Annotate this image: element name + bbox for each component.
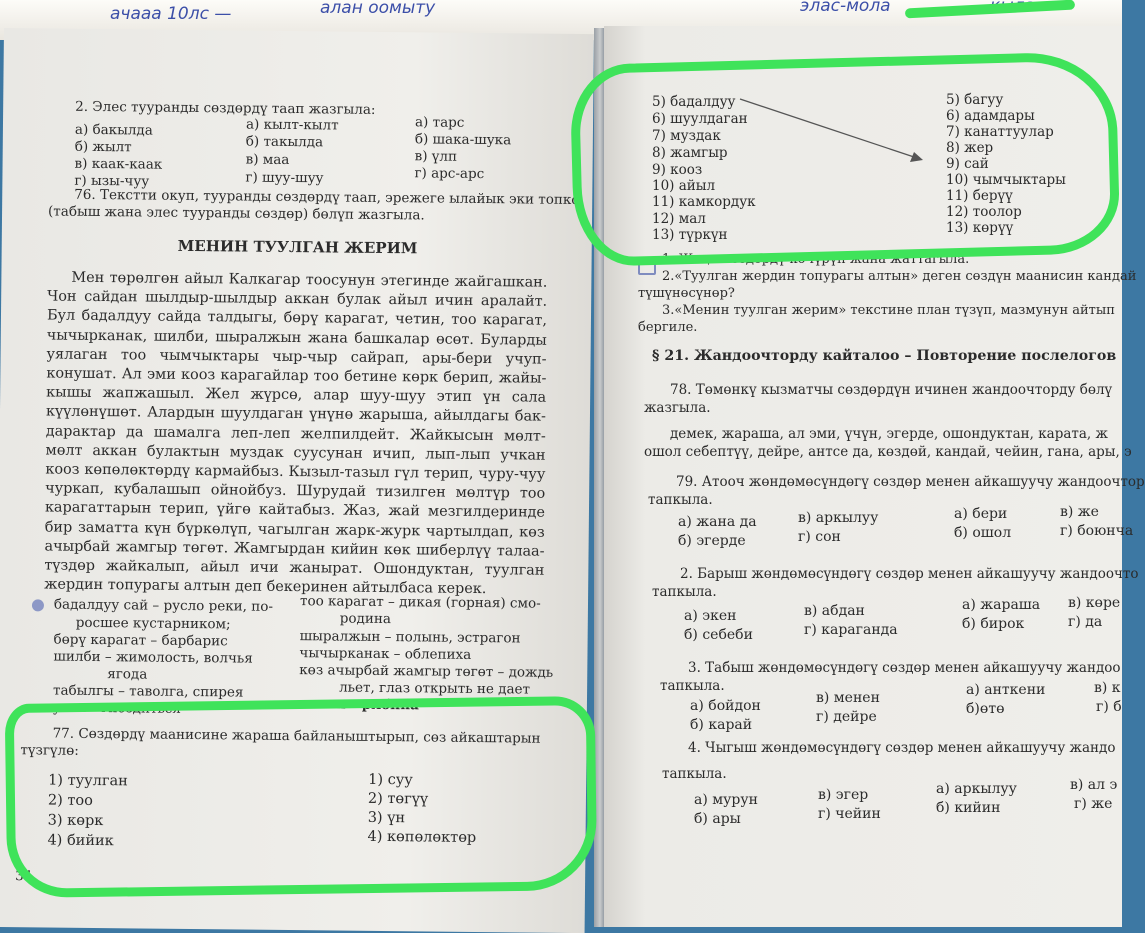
gloss-entry: родина [339, 610, 392, 628]
option: а) бойдон [690, 698, 761, 714]
list-item: 4) бийик [47, 832, 114, 850]
option: б) карай [690, 717, 753, 733]
list-item: 6) шуулдаган [652, 111, 748, 127]
option: б) себеби [684, 627, 753, 643]
option: в) абдан [804, 603, 865, 619]
option: а) аркылуу [936, 781, 1017, 797]
option: б) кийин [936, 800, 1001, 816]
exercise-79-2: тапкыла. [652, 584, 717, 600]
reading-text: Мен төрөлгөн айыл Калкагар тоосунун этегинде жайгашкан. Чон сайдан шылдыр-шылдыр аккан булак айыл ичин аралайт. Бул бадалдуу сайда талдыгы, бөрү карагат, четин, тоо карагат, чычырканак, шилби, шыралжын жана башкалар өсөт. Буларды уялаган тоо чымчыктары чыр-чыр сайрап, ары-бери учуп-конушат. Ал эми кооз карагайлар тоо бетине көрк берип, жайы-кышы жапжашыл. Жел жүрсө, алар шуу-шуу этип үн сала күүлөнүшөт. Алардын шуулдаган үнүнө жарыша, айылдагы бак-дарактар да шамалга леп-леп желпилдейт. Жайкысын мөлт-мөлт аккан булактын муздак суусунан ичип, лып-лып учкан кооз көпөлөктөрдү кармайбыз. Кызыл-тазыл гүл терип, чуру-чуу чуркап, кубалашып ойнойбуз. Шурудай тизилген мөлтүр тоо карагаттарын терип, үйгө кайтабыз. Жаз, жай мезгилдеринде бир заматта күн бүркөлүп, чагылган жарк-журк чартылдап, көз ачырбай жамгыр төгөт. Жамгырдан кийин көк шиберлүү талаа-түздөр жайкалып, айыл ичи жанырат. Ошондуктан, туулган жердин топурагы алтын деп бекеринен айтылбаса керек. [44, 269, 548, 598]
list-item: 11) камкордук [652, 194, 756, 210]
option: б) ары [694, 811, 741, 827]
option: в) үлп [414, 148, 458, 165]
option: г) шуу-шуу [245, 169, 324, 187]
option: в) менен [816, 690, 880, 706]
option: г) караганда [804, 622, 898, 638]
exercise-79-4: 4. Чыгыш жөндөмөсүндөгү сөздөр менен айкашуучу жандо [688, 740, 1116, 756]
option: б) эгерде [678, 533, 746, 549]
list-item: 3) үн [367, 809, 406, 827]
text-heading: МЕНИН ТУУЛГАН ЖЕРИМ [177, 236, 418, 258]
list-item: 11) берүү [946, 188, 1013, 204]
handwriting: ачааа 10лс — [110, 4, 232, 24]
exercise-78: 78. Төмөнкү кызматчы сөздөрдүн ичинен жандоочторду бөлү [670, 382, 1113, 398]
exercise-79-3: тапкыла. [660, 678, 725, 694]
exercise-76: 76. Текстти окуп, тууранды сөздөрдү таап, эрежеге ылайык эки топко [74, 186, 580, 209]
exercise-79: 79. Атооч жөндөмөсүндөгү сөздөр менен айкашуучу жандоочтор [676, 474, 1145, 490]
list-item: 6) адамдары [946, 108, 1035, 124]
option: г) б [1096, 699, 1122, 715]
highlight-marker [5, 696, 598, 898]
question: бергиле. [638, 320, 698, 335]
option: г) сон [798, 529, 841, 545]
option: а) бакылда [74, 121, 153, 139]
list-item: 12) тоолор [946, 204, 1022, 220]
option: в) маа [245, 151, 290, 168]
exercise-78: ошол себептүү, дейре, антсе да, көздөй, кандай, чейин, гана, ары, э [644, 444, 1132, 460]
exercise-79: тапкыла. [648, 492, 713, 508]
option: в) аркылуу [798, 510, 879, 526]
question: түшүнөсүнөр? [638, 286, 735, 301]
list-item: 8) жер [946, 140, 994, 156]
handwriting: алан оомыту [320, 0, 436, 18]
list-item: 2) тоо [47, 792, 93, 809]
list-item: 5) багуу [946, 92, 1004, 108]
option: а) анткени [966, 682, 1046, 698]
list-item: 5) бадалдуу [652, 94, 736, 110]
list-item: 8) жамгыр [652, 145, 728, 161]
option: а) тарс [414, 114, 465, 131]
option: а) кылт-кылт [245, 116, 339, 134]
gloss-entry: шыралжын – полынь, эстрагон [299, 628, 521, 647]
option: г) да [1068, 614, 1103, 630]
highlight-marker [569, 51, 1120, 267]
option: а) мурун [694, 792, 758, 808]
option: в) эгер [818, 787, 869, 803]
gloss-entry: шилби – жимолость, волчья [53, 648, 253, 667]
gloss-entry: бадалдуу сай – русло реки, по- [53, 596, 274, 615]
gloss-entry: уяла – гнездиться [52, 699, 182, 717]
gloss-entry: көз ачырбай жамгыр төгөт – дождь [299, 662, 554, 681]
option: г) же [1074, 796, 1113, 812]
exercise-77: түзгүлө: [20, 742, 79, 759]
gloss-entry: бөрү карагат – барбарис [53, 631, 228, 650]
option: б) ошол [954, 525, 1012, 541]
option: в) же [1060, 504, 1099, 520]
list-item: 13) түркүн [652, 227, 728, 243]
list-item: 1) суу [368, 771, 413, 789]
gloss-entry: льет, глаз открыть не дает [339, 679, 531, 698]
option: б) жылт [74, 138, 132, 156]
gloss-entry: табылгы – таволга, спирея [52, 682, 244, 701]
option: а) бери [954, 506, 1008, 522]
list-item: 10) чымчыктары [946, 172, 1066, 188]
list-item: 4) көпөлөктөр [367, 828, 477, 846]
question: 1. Жаңы сөздөрдү көчүрүп жана жаттагыла. [662, 252, 970, 267]
list-item: 13) көрүү [946, 220, 1014, 236]
option: а) жана да [678, 514, 757, 530]
option: б)өтө [966, 701, 1005, 717]
list-item: 1) туулган [48, 772, 128, 790]
page-number: 34 [15, 868, 33, 885]
exercise-79-3: 3. Табыш жөндөмөсүндөгү сөздөр менен айкашуучу жандоо [688, 660, 1121, 676]
exercise-76: (табыш жана элес тууранды сөздөр) бөлүп жазгыла. [47, 203, 425, 224]
exercise-79-4: тапкыла. [662, 766, 727, 782]
list-item: 9) сай [946, 156, 989, 172]
exercise-79-2: 2. Барыш жөндөмөсүндөгү сөздөр менен айкашуучу жандоочто [680, 566, 1139, 582]
option: в) каак-каак [74, 155, 163, 173]
option: г) боюнча [1060, 523, 1134, 539]
exercise-78: жазгыла. [644, 400, 711, 416]
gloss-entry: четин – рябина [298, 696, 419, 714]
list-item: 7) муздак [652, 128, 721, 144]
section-heading: § 21. Жандоочторду кайталоо – Повторение послелогов [652, 348, 1117, 364]
option: г) ызы-чуу [74, 172, 150, 190]
option: в) ал э [1070, 777, 1118, 793]
option: а) жараша [962, 597, 1041, 613]
option: в) к [1094, 680, 1121, 696]
question: 3.«Менин туулган жерим» текстине план түзүп, мазмунун айтып [662, 303, 1115, 318]
handwriting: элас-мола [800, 0, 891, 16]
option: г) чейин [818, 806, 881, 822]
list-item: 10) айыл [652, 178, 716, 194]
option: а) экен [684, 608, 737, 624]
list-item: 9) кооз [652, 162, 703, 178]
gloss-entry: тоо карагат – дикая (горная) смо- [299, 593, 541, 612]
exercise-2-title: 2. Элес тууранды сөздөрдү таап жазгыла: [75, 98, 376, 118]
list-item: 12) мал [652, 211, 706, 227]
list-item: 3) көрк [47, 812, 104, 830]
bullet-icon [32, 599, 44, 611]
option: г) дейре [816, 709, 877, 725]
option: г) арс-арс [414, 165, 485, 183]
option: б) шака-шука [414, 131, 512, 149]
exercise-78: демек, жараша, ал эми, үчүн, эгерде, ошондуктан, карата, ж [670, 426, 1108, 442]
gloss-entry: росшее кустарником; [75, 614, 231, 633]
list-item: 2) төгүү [367, 790, 429, 808]
gloss-entry: ягода [107, 666, 148, 683]
option: в) көре [1068, 595, 1121, 611]
list-item: 7) канаттуулар [946, 124, 1054, 140]
question: 2.«Туулган жердин топурагы алтын» деген сөздүн маанисин кандай [662, 269, 1137, 284]
option: б) такылда [245, 133, 324, 151]
gloss-entry: чычырканак – облепиха [299, 645, 472, 663]
exercise-77: 77. Сөздөрдү маанисине жараша байланыштырып, сөз айкаштарын [52, 725, 541, 747]
option: б) бирок [962, 616, 1025, 632]
